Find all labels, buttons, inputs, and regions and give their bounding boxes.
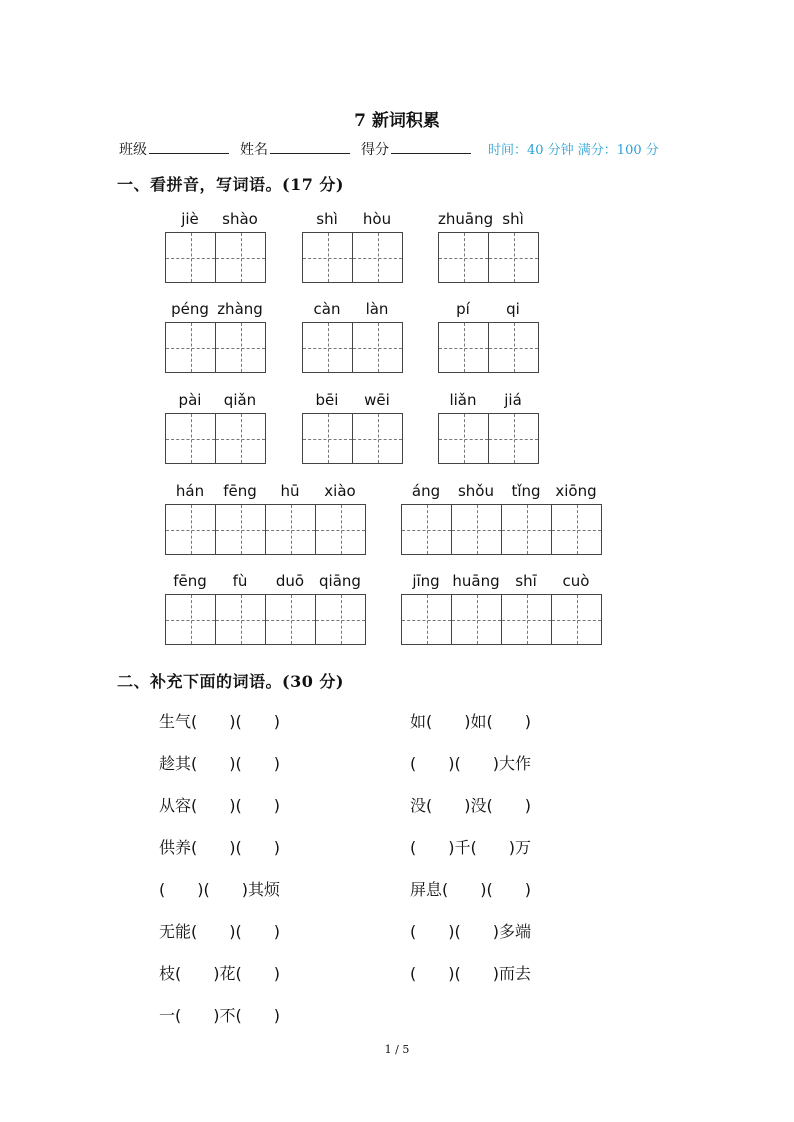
tian-grid-box[interactable] xyxy=(353,414,402,463)
section-two-title: 二、补充下面的词语。(30 分) xyxy=(117,672,344,691)
pinyin-word xyxy=(165,480,366,555)
tian-grid-box[interactable] xyxy=(439,323,489,372)
writing-boxes xyxy=(401,594,602,645)
pinyin-syllable: huāng xyxy=(452,572,500,590)
pinyin-syllable: cuò xyxy=(562,572,590,590)
pinyin-syllable: bēi xyxy=(315,391,339,409)
pinyin-row xyxy=(165,298,265,322)
pinyin-word xyxy=(165,570,366,645)
pinyin-word xyxy=(302,389,403,464)
tian-grid-box[interactable] xyxy=(552,505,601,554)
tian-grid-box[interactable] xyxy=(266,595,316,644)
pinyin-row xyxy=(165,389,265,413)
pinyin-syllable: hán xyxy=(175,482,205,500)
tian-grid-box[interactable] xyxy=(439,233,489,282)
tian-grid-box[interactable] xyxy=(489,323,538,372)
page-number: 1 / 5 xyxy=(384,1043,410,1056)
writing-boxes xyxy=(401,504,602,555)
writing-boxes xyxy=(165,413,266,464)
tian-grid-box[interactable] xyxy=(216,595,266,644)
pinyin-syllable: jiá xyxy=(504,391,522,409)
pinyin-syllable: làn xyxy=(365,300,389,318)
class-blank[interactable] xyxy=(149,139,229,154)
pinyin-row xyxy=(165,570,365,594)
idiom-fill-item[interactable]: 如( )如( ) xyxy=(410,712,531,731)
idiom-fill-item[interactable]: ( )( )多端 xyxy=(410,922,531,941)
tian-grid-box[interactable] xyxy=(452,595,502,644)
pinyin-word xyxy=(165,389,266,464)
pinyin-syllable: fù xyxy=(232,572,248,590)
tian-grid-box[interactable] xyxy=(489,414,538,463)
pinyin-syllable: shī xyxy=(515,572,537,590)
idiom-fill-item[interactable]: 没( )没( ) xyxy=(410,796,531,815)
pinyin-syllable: xiào xyxy=(324,482,356,500)
writing-boxes xyxy=(302,322,403,373)
pinyin-row xyxy=(438,208,538,232)
idiom-fill-item[interactable]: ( )( )而去 xyxy=(410,964,531,983)
pinyin-syllable: péng xyxy=(171,300,209,318)
pinyin-syllable: qiāng xyxy=(319,572,361,590)
tian-grid-box[interactable] xyxy=(439,414,489,463)
pinyin-syllable: wēi xyxy=(364,391,390,409)
pinyin-word xyxy=(401,570,602,645)
idiom-fill-item[interactable]: 无能( )( ) xyxy=(159,922,280,941)
pinyin-row xyxy=(401,480,601,504)
tian-grid-box[interactable] xyxy=(452,505,502,554)
score-label: 得分 xyxy=(361,142,389,158)
idiom-fill-item[interactable]: 趁其( )( ) xyxy=(159,754,280,773)
pinyin-syllable: xiōng xyxy=(555,482,597,500)
pinyin-syllable: fēng xyxy=(173,572,207,590)
pinyin-syllable: qi xyxy=(506,300,520,318)
pinyin-syllable: duō xyxy=(275,572,305,590)
tian-grid-box[interactable] xyxy=(353,323,402,372)
idiom-fill-item[interactable]: 生气( )( ) xyxy=(159,712,280,731)
name-blank[interactable] xyxy=(270,139,350,154)
score-blank[interactable] xyxy=(391,139,471,154)
time-score-info: 时间：40 分钟 满分：100 分 xyxy=(488,143,659,158)
tian-grid-box[interactable] xyxy=(166,414,216,463)
tian-grid-box[interactable] xyxy=(402,595,452,644)
idiom-fill-item[interactable]: 一( )不( ) xyxy=(159,1006,280,1025)
idiom-fill-item[interactable]: 供养( )( ) xyxy=(159,838,280,857)
pinyin-row xyxy=(302,298,402,322)
pinyin-syllable: hū xyxy=(280,482,300,500)
tian-grid-box[interactable] xyxy=(216,505,266,554)
name-field xyxy=(240,139,350,159)
pinyin-word xyxy=(165,208,266,283)
pinyin-syllable: hòu xyxy=(362,210,392,228)
writing-boxes xyxy=(165,594,366,645)
idiom-fill-item[interactable]: 从容( )( ) xyxy=(159,796,280,815)
tian-grid-box[interactable] xyxy=(303,414,353,463)
pinyin-row xyxy=(438,298,538,322)
pinyin-word xyxy=(438,298,539,373)
pinyin-syllable: shì xyxy=(502,210,524,228)
writing-boxes xyxy=(165,504,366,555)
pinyin-syllable: tǐng xyxy=(511,482,541,500)
pinyin-row xyxy=(401,570,601,594)
pinyin-row xyxy=(165,480,365,504)
section-one-title: 一、看拼音，写词语。(17 分) xyxy=(117,175,344,194)
pinyin-word xyxy=(302,298,403,373)
name-label: 姓名 xyxy=(240,142,268,158)
tian-grid-box[interactable] xyxy=(266,505,316,554)
idiom-fill-item[interactable]: ( )( )大作 xyxy=(410,754,531,773)
pinyin-syllable: zhàng xyxy=(217,300,263,318)
tian-grid-box[interactable] xyxy=(216,414,265,463)
tian-grid-box[interactable] xyxy=(166,595,216,644)
pinyin-word xyxy=(302,208,403,283)
pinyin-row xyxy=(302,208,402,232)
score-field xyxy=(361,139,471,159)
pinyin-word xyxy=(165,298,266,373)
pinyin-syllable: càn xyxy=(313,300,341,318)
tian-grid-box[interactable] xyxy=(502,505,552,554)
class-label: 班级 xyxy=(119,142,147,158)
idiom-fill-item[interactable]: 枝( )花( ) xyxy=(159,964,280,983)
page-title: 7 新词积累 xyxy=(354,111,440,131)
tian-grid-box[interactable] xyxy=(303,323,353,372)
tian-grid-box[interactable] xyxy=(402,505,452,554)
tian-grid-box[interactable] xyxy=(166,233,216,282)
writing-boxes xyxy=(438,232,539,283)
tian-grid-box[interactable] xyxy=(552,595,601,644)
pinyin-syllable: shǒu xyxy=(457,482,494,500)
pinyin-syllable: áng xyxy=(411,482,441,500)
pinyin-word xyxy=(438,208,539,283)
tian-grid-box[interactable] xyxy=(303,233,353,282)
tian-grid-box[interactable] xyxy=(502,595,552,644)
pinyin-row xyxy=(302,389,402,413)
pinyin-syllable: pí xyxy=(456,300,470,318)
writing-boxes xyxy=(438,322,539,373)
idiom-fill-item[interactable]: 屏息( )( ) xyxy=(410,880,531,899)
pinyin-word xyxy=(438,389,539,464)
pinyin-syllable: jīng xyxy=(412,572,440,590)
tian-grid-box[interactable] xyxy=(216,323,265,372)
tian-grid-box[interactable] xyxy=(489,233,538,282)
tian-grid-box[interactable] xyxy=(316,505,365,554)
idiom-fill-item[interactable]: ( )千( )万 xyxy=(410,838,531,857)
pinyin-syllable: zhuāng xyxy=(438,210,494,228)
pinyin-word xyxy=(401,480,602,555)
pinyin-row xyxy=(165,208,265,232)
idiom-fill-item[interactable]: ( )( )其烦 xyxy=(159,880,280,899)
tian-grid-box[interactable] xyxy=(316,595,365,644)
writing-boxes xyxy=(438,413,539,464)
pinyin-syllable: liǎn xyxy=(449,391,477,409)
tian-grid-box[interactable] xyxy=(353,233,402,282)
pinyin-syllable: jiè xyxy=(181,210,199,228)
pinyin-syllable: shì xyxy=(316,210,338,228)
pinyin-row xyxy=(438,389,538,413)
writing-boxes xyxy=(302,413,403,464)
pinyin-syllable: fēng xyxy=(223,482,257,500)
tian-grid-box[interactable] xyxy=(166,505,216,554)
pinyin-syllable: pài xyxy=(178,391,202,409)
writing-boxes xyxy=(165,232,266,283)
tian-grid-box[interactable] xyxy=(166,323,216,372)
writing-boxes xyxy=(302,232,403,283)
class-field xyxy=(119,139,229,159)
writing-boxes xyxy=(165,322,266,373)
tian-grid-box[interactable] xyxy=(216,233,265,282)
pinyin-syllable: qiǎn xyxy=(223,391,257,409)
pinyin-syllable: shào xyxy=(222,210,258,228)
